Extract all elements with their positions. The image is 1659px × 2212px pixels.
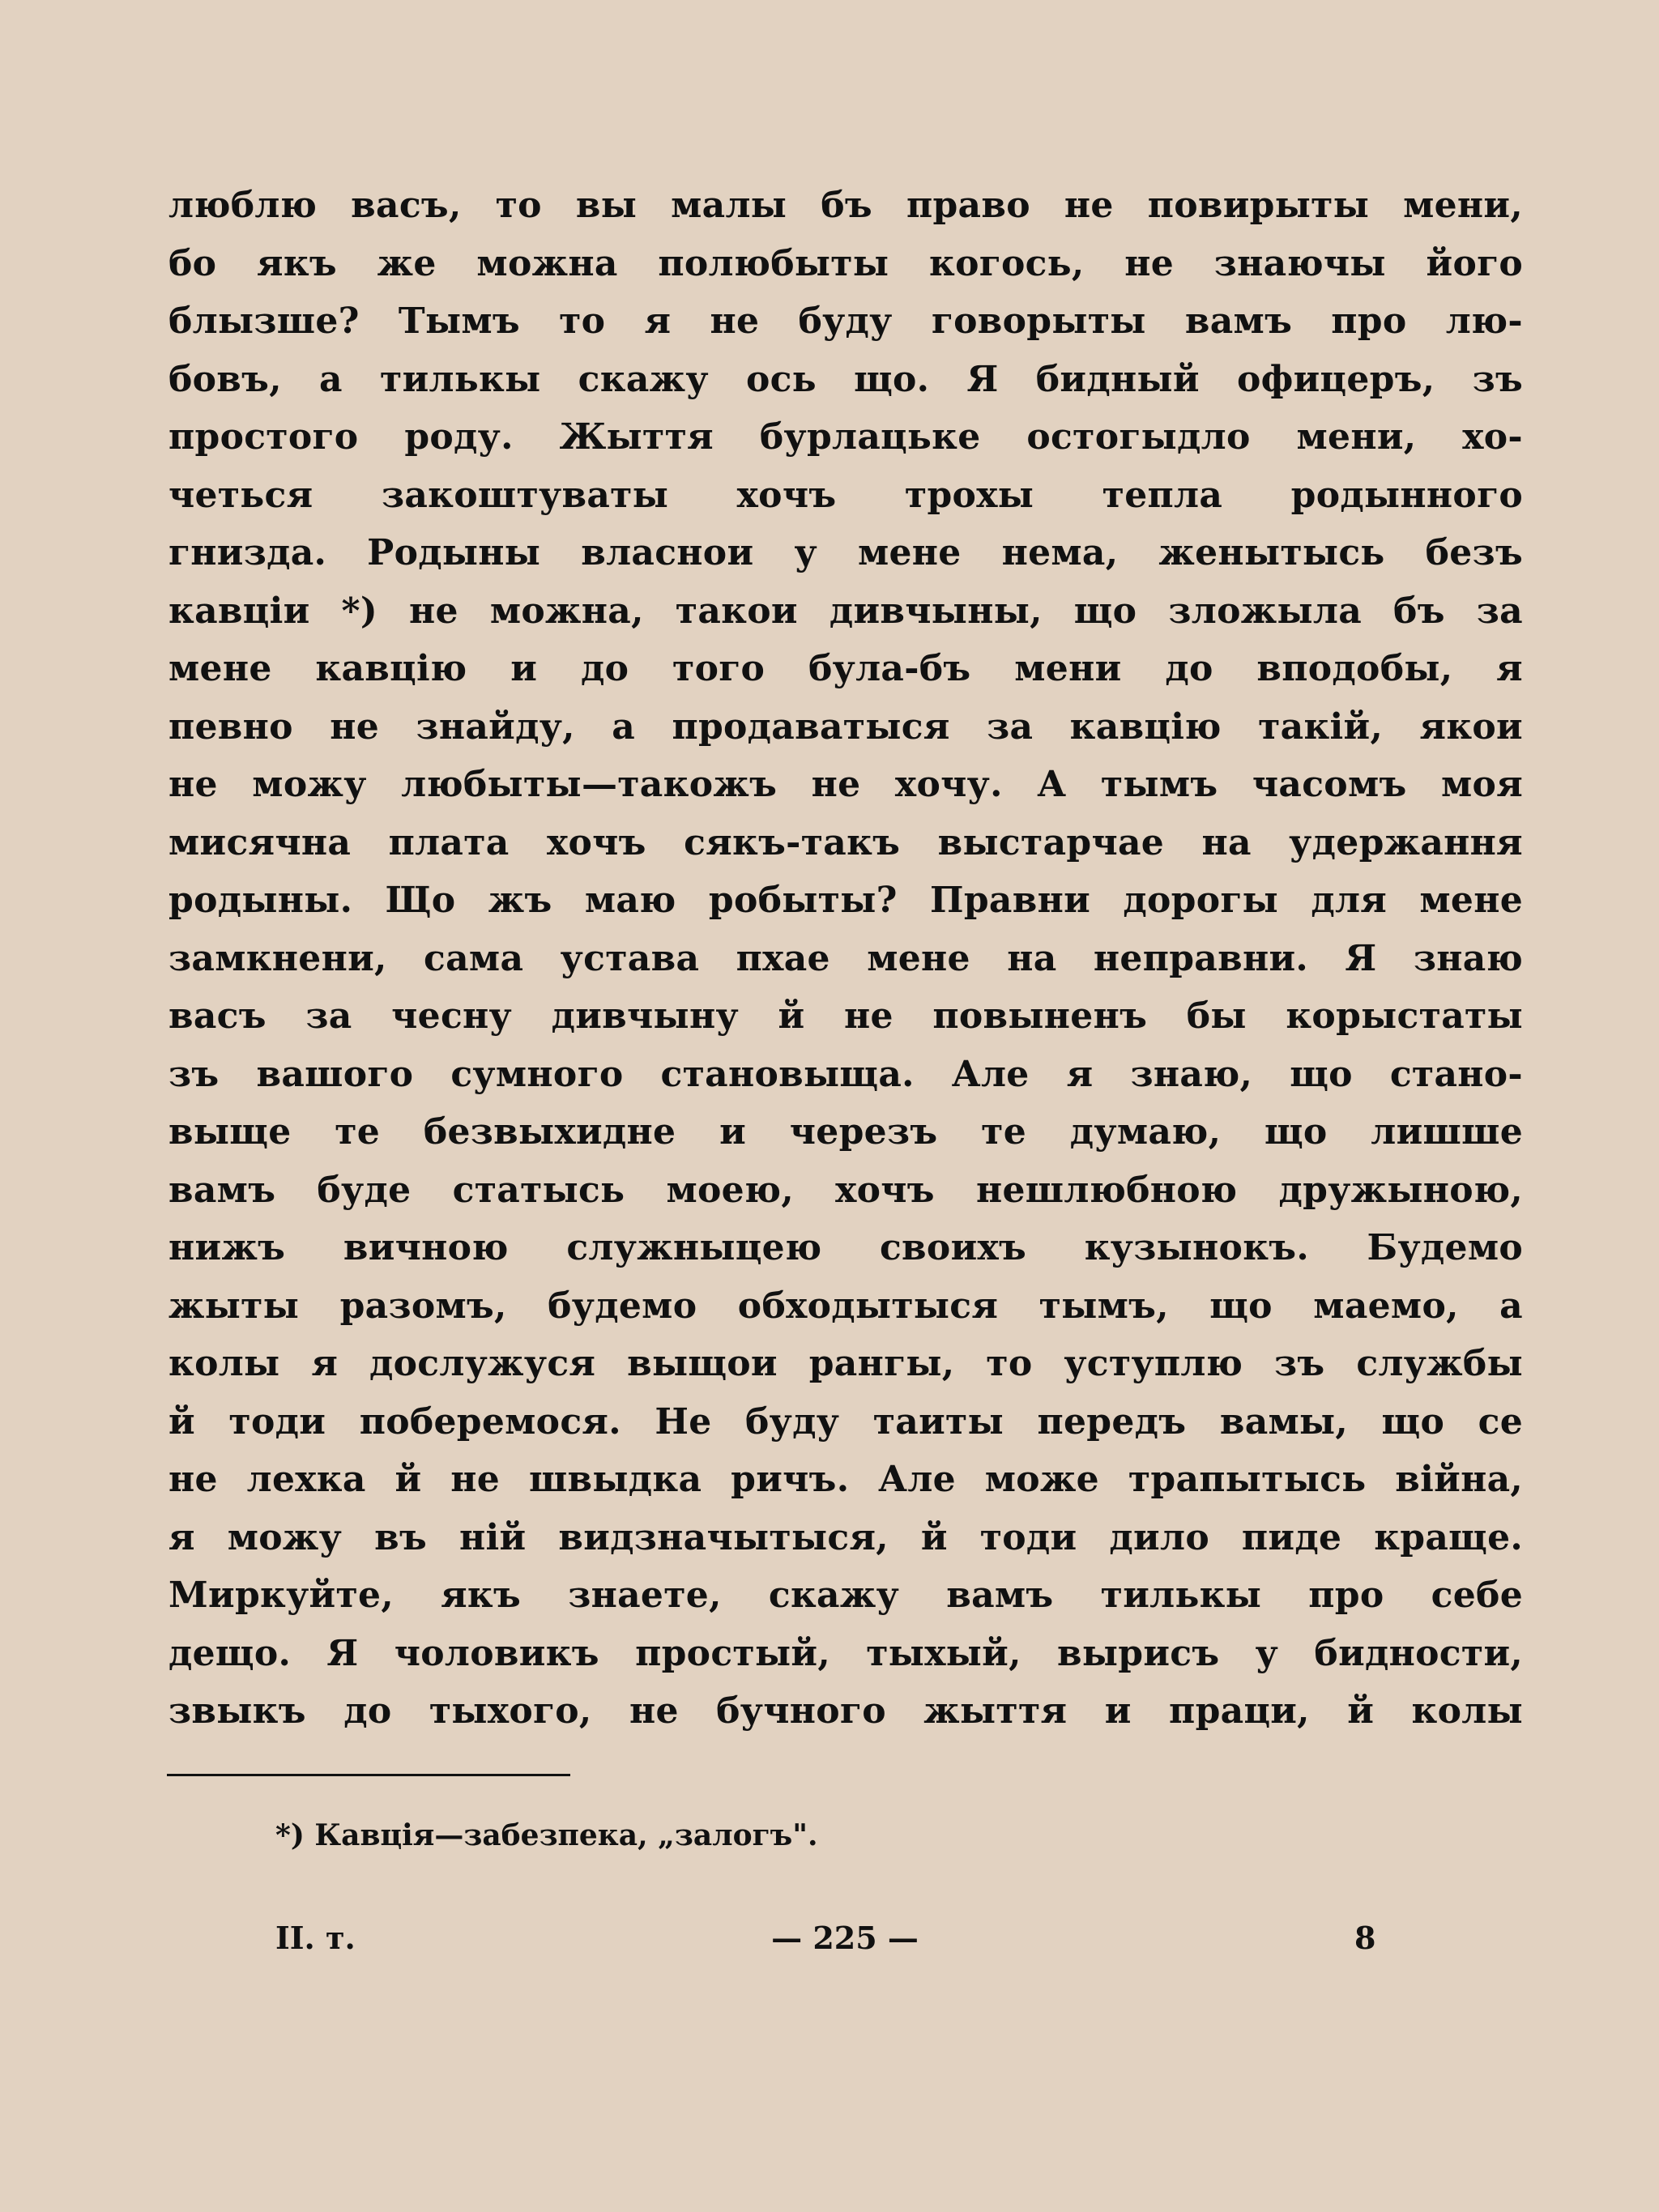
sheet-number: 8	[1354, 1920, 1376, 1956]
text-line: мисячна плата хочъ сякъ-такъ выстарчае на удержання	[168, 821, 1523, 863]
text-line: не лехка й не швыдка ричъ. Але може трапытысь війна,	[168, 1459, 1523, 1500]
text-line: замкнени, сама устава пхае мене на неправни. Я знаю	[168, 937, 1523, 979]
text-line: бовъ, а тилькы скажу ось що. Я бидный офицеръ, зъ	[168, 358, 1523, 400]
text-line: простого роду. Жыття бурлацьке остогыдло мени, хо-	[168, 416, 1523, 458]
text-line: выще те безвыхидне и черезъ те думаю, що лишше	[168, 1111, 1523, 1153]
text-line: блызше? Тымъ то я не буду говорыты вамъ про лю-	[168, 300, 1523, 342]
text-line: жыты разомъ, будемо обходытыся тымъ, що маемо, а	[168, 1285, 1523, 1327]
page-number: — 225 —	[771, 1920, 919, 1956]
text-line: зъ вашого сумного становыща. Але я знаю, що стано-	[168, 1053, 1523, 1095]
text-line: дещо. Я чоловикъ простый, тыхый, вырисъ у бидности,	[168, 1632, 1523, 1674]
text-line: люблю васъ, то вы малы бъ право не повирыты мени,	[168, 185, 1523, 226]
text-line: Миркуйте, якъ знаете, скажу вамъ тилькы про себе	[168, 1575, 1523, 1616]
text-line: я можу въ ній видзначытыся, й тоди дило пиде краще.	[168, 1516, 1523, 1558]
text-line: вамъ буде статысь моею, хочъ нешлюбною дружыною,	[168, 1169, 1523, 1211]
footnote-divider	[167, 1774, 570, 1776]
footnote: *) Кавція—забезпека, „залогъ".	[275, 1818, 818, 1852]
text-line: родыны. Що жъ маю робыты? Правни дорогы для мене	[168, 880, 1523, 921]
text-line: кавціи *) не можна, такои дивчыны, що зложыла бъ за	[168, 590, 1523, 632]
text-line: колы я дослужуся выщои рангы, то уступлю зъ службы	[168, 1343, 1523, 1384]
text-line: четься закоштуваты хочъ трохы тепла родынного	[168, 474, 1523, 516]
printer-signature-mark: II. т.	[275, 1920, 356, 1956]
text-line: нижъ вичною служныцею своихъ кузынокъ. Будемо	[168, 1227, 1523, 1268]
body-text	[168, 177, 1523, 1741]
text-line: звыкъ до тыхого, не бучного жыття и праци, й колы	[168, 1690, 1523, 1732]
text-line: васъ за чесну дивчыну й не повыненъ бы корыстаты	[168, 995, 1523, 1037]
text-line: мене кавцію и до того була-бъ мени до вподобы, я	[168, 648, 1523, 689]
text-line: певно не знайду, а продаватыся за кавцію такій, якои	[168, 705, 1523, 748]
text-line: не можу любыты—такожъ не хочу. А тымъ часомъ моя	[168, 764, 1523, 805]
text-line: бо якъ же можна полюбыты когось, не знаючы його	[168, 242, 1523, 284]
text-line: гнизда. Родыны власнои у мене нема, женытысь безъ	[168, 532, 1523, 573]
text-line: й тоди поберемося. Не буду таиты передъ вамы, що се	[168, 1400, 1523, 1443]
